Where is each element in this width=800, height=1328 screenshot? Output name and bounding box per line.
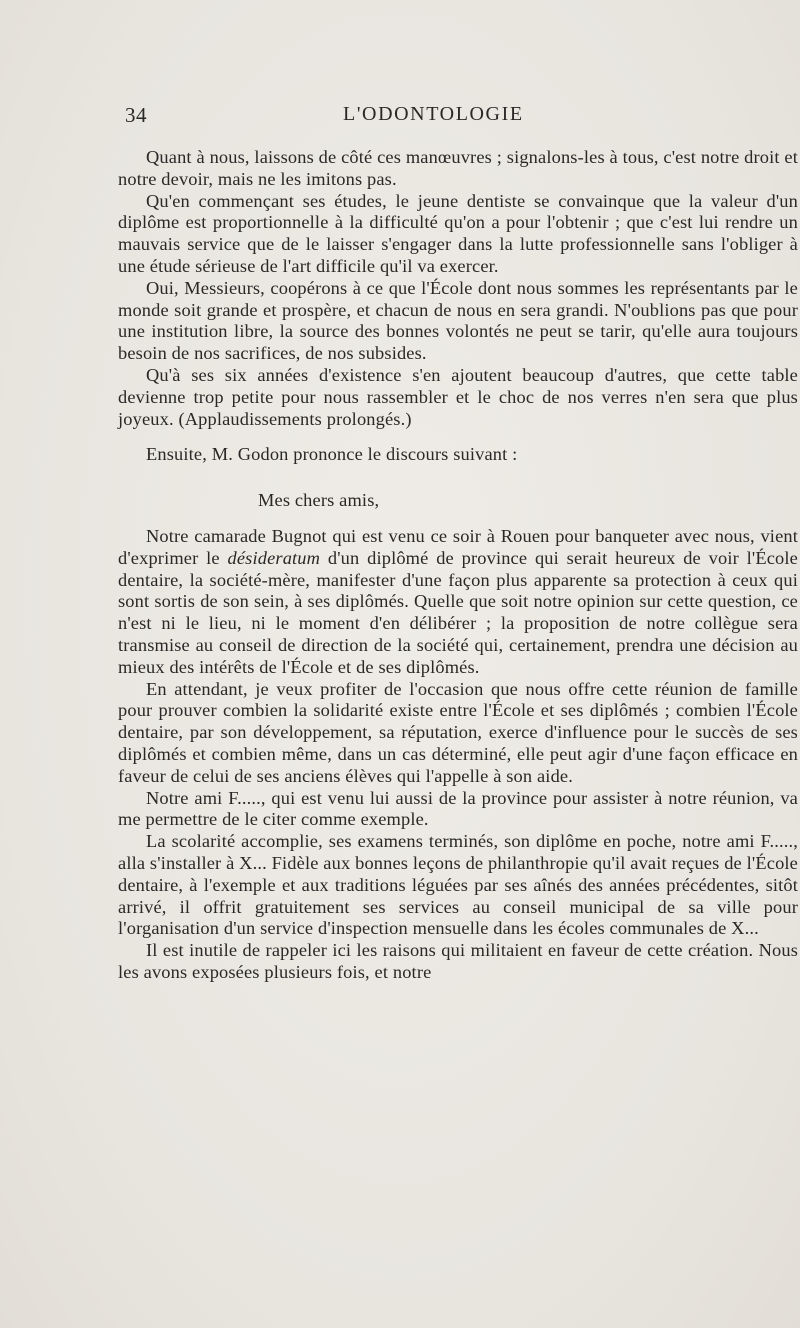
paragraph: En attendant, je veux profiter de l'occasion que nous offre cette réunion de famille pour prouver combien la solidarité existe entre l'École et ses diplômés ; combien l'École dentaire, par son développement, sa réputation, exerce d'influence pour le succès de ses diplômés et combien même, dans un cas déterminé, elle peut agir d'une façon efficace en faveur de celui de ses anciens élèves qui l'appelle à son aide. [118, 678, 798, 786]
spacer [118, 512, 798, 526]
body-text [118, 147, 798, 984]
paragraph [118, 526, 798, 679]
page-header [125, 103, 797, 133]
paragraph: Notre ami F....., qui est venu lui aussi de la province pour assister à notre réunion, va me permettre de le citer comme exemple. [118, 787, 798, 830]
paragraph: La scolarité accomplie, ses examens terminés, son diplôme en poche, notre ami F....., alla s'installer à X... Fidèle aux bonnes leçons de philanthropie qu'il avait reçues de l'École dentaire, à l'exemple et aux traditions léguées par ses aînés des années précédentes, sitôt arrivé, il offrit gratuitement ses services au conseil municipal de sa ville pour l'organisation d'un service d'inspection mensuelle dans les écoles communales de X... [118, 831, 798, 939]
page-number: 34 [125, 103, 147, 127]
paragraph: Quant à nous, laissons de côté ces manœuvres ; signalons-les à tous, c'est notre droit et notre devoir, mais ne les imitons pas. [118, 147, 798, 189]
paragraph-text: d'un diplômé de province qui serait heureux de voir l'École dentaire, la société-mère, manifester d'une façon plus apparente sa protection à ceux qui sont sortis de son sein, à ses diplômés. Quelle que soit notre opinion sur cette question, ce n'est ni le lieu, ni le moment d'en délibérer ; la proposition de notre collègue sera transmise au conseil de direction de la société qui, certainement, prendra une décision au mieux des intérêts de l'École et de ses diplômés. [118, 547, 798, 677]
paragraph: Oui, Messieurs, coopérons à ce que l'École dont nous sommes les représentants par le monde soit grande et prospère, et chacun de nous en sera grandi. N'oublions pas que pour une institution libre, la source des bonnes volontés ne peut se tarir, qu'elle aura toujours besoin de nos sacrifices, de nos subsides. [118, 277, 798, 364]
paragraph: Il est inutile de rappeler ici les raisons qui militaient en faveur de cette création. Nous les avons exposées plusieurs fois, et notre [118, 940, 798, 982]
paragraph-text: Notre camarade Bugnot qui est venu ce soir à Rouen pour banqueter avec nous, vient d'exprimer le [118, 525, 798, 568]
spacer [118, 466, 798, 490]
running-title: L'ODONTOLOGIE [343, 103, 524, 125]
paragraph: Qu'à ses six années d'existence s'en ajoutent beaucoup d'autres, que cette table devienne trop petite pour nous rassembler et le choc de nos verres n'en sera que plus joyeux. (Applaudissements prolongés.) [118, 364, 798, 429]
salutation: Mes chers amis, [258, 490, 380, 511]
emphasized-term: désideratum [227, 547, 321, 568]
paragraph: Ensuite, M. Godon prononce le discours suivant : [146, 444, 518, 465]
spacer [118, 430, 798, 444]
paragraph: Qu'en commençant ses études, le jeune dentiste se convainque que la valeur d'un diplôme est proportionnelle à la difficulté qu'on a pour l'obtenir ; que c'est lui rendre un mauvais service que de le laisser s'engager dans la lutte professionnelle sans l'obliger à une étude sérieuse de l'art difficile qu'il va exercer. [118, 190, 798, 276]
